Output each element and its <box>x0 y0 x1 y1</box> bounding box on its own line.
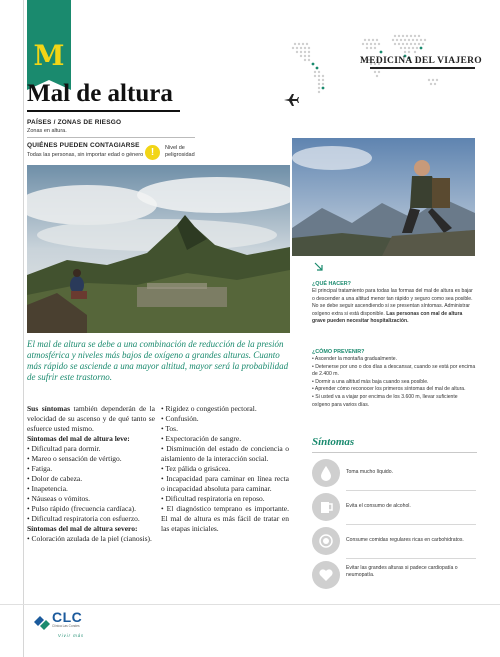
section-label: MEDICINA DEL VIAJERO <box>360 56 482 66</box>
severe-item: • El diagnóstico temprano es importante. El mal de altura es más fácil de tratar en las etapas iniciales. <box>161 504 289 533</box>
what-to-do-bold: Las personas con mal de altura grave pueden necesitar hospitalización. <box>312 310 463 325</box>
mild-item: • Dificultad respiratoria con esfuerzo. <box>27 514 140 523</box>
danger-label-line2: peligrosidad <box>165 152 195 158</box>
airplane-icon <box>283 93 299 107</box>
prevent-item: • Detenerse por uno o dos días a descansar, cuando se está por encima de 2.400 m. <box>312 363 476 378</box>
logo-text: CLC <box>52 609 83 625</box>
severe-item: • Tos. <box>161 424 178 433</box>
logo-subtext: Clínica Las Condes <box>52 624 80 628</box>
arrow-down-right-icon <box>314 262 324 272</box>
food-plate-icon <box>312 527 340 555</box>
countries-value: Zonas en altura. <box>27 128 67 134</box>
mild-heading-text: Síntomas del mal de altura leve: <box>27 434 130 443</box>
severe-item: • Expectoración de sangre. <box>161 434 242 443</box>
heart-icon <box>312 561 340 589</box>
warning-mark: ! <box>150 147 155 158</box>
tip-divider <box>346 558 476 559</box>
prevent-item: • Dormir a una altitud más baja cuando sea posible. <box>312 378 429 385</box>
mild-item: • Fatiga. <box>27 464 53 473</box>
tip-text: Toma mucho líquido. <box>346 469 393 475</box>
what-to-do-label: ¿QUÉ HACER? <box>312 281 351 287</box>
prevent-item: • Aprender cómo reconocer los primeros síntomas del mal de altura. <box>312 386 466 393</box>
mild-item: • Náuseas o vómitos. <box>27 494 91 503</box>
beer-mug-icon <box>312 493 340 521</box>
tip-row <box>312 493 477 523</box>
mild-item: • Dolor de cabeza. <box>27 474 83 483</box>
symptoms-intro <box>27 404 155 434</box>
mild-item: • Inapetencia. <box>27 484 68 493</box>
severe-item: • Confusión. <box>161 414 199 423</box>
what-to-do-body: El principal tratamiento para todas las formas del mal de altura es bajar o descender a una altitud menor tan rápido y seguro como sea posible. No se debe seguir ascendiendo si se presentan síntomas. Administrar oxígeno extra si está disponible. <box>312 288 473 317</box>
symptoms-panel-title: Síntomas <box>312 436 355 448</box>
countries-label: PAÍSES / ZONAS DE RIESGO <box>27 119 122 126</box>
tip-divider <box>346 524 476 525</box>
title-underline <box>27 110 164 112</box>
page-left-rule <box>23 0 24 657</box>
title-underline-accent <box>164 110 180 112</box>
mild-heading <box>27 434 155 444</box>
world-map-graphic <box>275 24 475 124</box>
severe-item: • Dificultad respiratoria en reposo. <box>161 494 265 503</box>
body-column-1 <box>27 404 155 544</box>
severe-heading-text: Síntomas del mal de altura severo: <box>27 524 138 533</box>
symptoms-intro-text: también dependerán de la velocidad de su ascenso y de qué tanto se esfuerce usted mismo. <box>27 404 155 433</box>
tip-row <box>312 527 477 557</box>
prevent-label: ¿CÓMO PREVENIR? <box>312 349 365 355</box>
intro-paragraph: El mal de altura se debe a una combinación de reducción de la presión atmosférica y niveles más bajos de oxígeno a grandes alturas. Cuanto más rápido se asciende a una mayor altitud, mayor será la probabilidad de sufrir este trastorno. <box>27 339 289 382</box>
prevent-list <box>312 356 477 409</box>
severe-item: • Coloración azulada de la piel (cianosis). <box>27 534 152 543</box>
hiker-photo <box>292 138 475 256</box>
body-column-2 <box>161 404 289 534</box>
severe-item: • Incapacidad para caminar en línea recta o incapacidad absoluta para caminar. <box>161 474 289 493</box>
logo-tagline: Vivir más <box>58 633 85 638</box>
severe-item: • Tez pálida o grisácea. <box>161 464 231 473</box>
prevent-item: • Si usted va a viajar por encima de los 3.600 m, llevar suficiente oxígeno para varios días. <box>312 393 458 408</box>
danger-label-line1: Nivel de <box>165 145 185 151</box>
who-value: Todas las personas, sin importar edad o género <box>27 152 144 158</box>
symptoms-panel-rule <box>312 452 477 453</box>
meta-divider <box>27 137 195 138</box>
page-title: Mal de altura <box>27 80 173 107</box>
prevent-item: • Ascender la montaña gradualmente. <box>312 356 398 362</box>
who-label: QUIÉNES PUEDEN CONTAGIARSE <box>27 142 140 149</box>
mild-item: • Dificultad para dormir. <box>27 444 101 453</box>
footer-rule <box>0 604 500 605</box>
tip-row <box>312 459 477 489</box>
mild-item: • Pulso rápido (frecuencia cardíaca). <box>27 504 137 513</box>
severe-heading <box>27 524 155 534</box>
tip-row <box>312 561 477 591</box>
symptoms-intro-bold: Sus síntomas <box>27 404 71 413</box>
tip-text: Evitar las grandes alturas si padece cardiopatía o neumopatía. <box>346 565 458 578</box>
tip-text: Consume comidas regulares ricas en carbohidratos. <box>346 537 464 543</box>
severe-item: • Disminución del estado de conciencia o aislamiento de la interacción social. <box>161 444 289 463</box>
machu-picchu-photo <box>27 165 290 333</box>
tip-text: Evita el consumo de alcohol. <box>346 503 411 509</box>
water-drop-icon <box>312 459 340 487</box>
severe-item: • Rigidez o congestión pectoral. <box>161 404 257 413</box>
clc-logo-icon <box>32 612 52 632</box>
section-label-rule <box>370 67 475 69</box>
mild-item: • Mareo o sensación de vértigo. <box>27 454 122 463</box>
tip-divider <box>346 490 476 491</box>
what-to-do-text <box>312 288 477 326</box>
badge-letter: M <box>33 39 65 72</box>
